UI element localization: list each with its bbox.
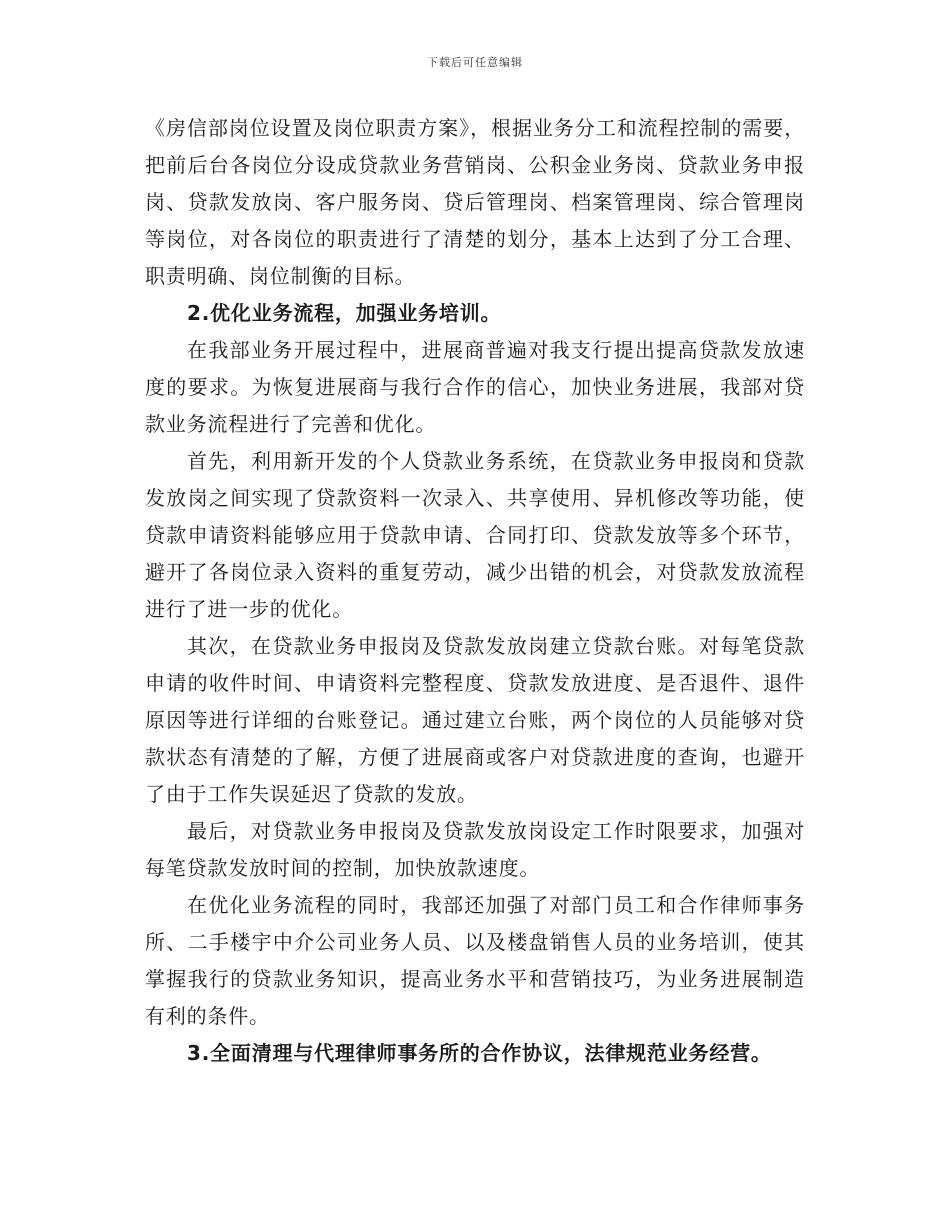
paragraph-training: 在优化业务流程的同时，我部还加强了对部门员工和合作律师事务所、二手楼宇中介公司业务人员、以及楼盘销售人员的业务培训，使其掌握我行的贷款业务知识，提高业务水平和营销技巧，为业务进展制造有利的条件。 (145, 893, 805, 1028)
section-heading-3: 3.全面清理与代理律师事务所的合作协议，法律规范业务经营。 (187, 1041, 772, 1065)
paragraph-process-intro: 在我部业务开展过程中，进展商普遍对我支行提出提高贷款发放速度的要求。为恢复进展商与我行合作的信心，加快业务进展，我部对贷款业务流程进行了完善和优化。 (145, 338, 805, 436)
section-heading-2: 2.优化业务流程，加强业务培训。 (187, 301, 502, 325)
document-body (145, 110, 805, 1072)
paragraph-second: 其次，在贷款业务申报岗及贷款发放岗建立贷款台账。对每笔贷款申请的收件时间、申请资料完整程度、贷款发放进度、是否退件、退件原因等进行详细的台账登记。通过建立台账，两个岗位的人员能够对贷款状态有清楚的了解，方便了进展商或客户对贷款进度的查询，也避开了由于工作失误延迟了贷款的发放。 (145, 634, 805, 806)
paragraph-first: 首先，利用新开发的个人贷款业务系统，在贷款业务申报岗和贷款发放岗之间实现了贷款资料一次录入、共享使用、异机修改等功能，使贷款申请资料能够应用于贷款申请、合同打印、贷款发放等多个环节，避开了各岗位录入资料的重复劳动，减少出错的机会，对贷款发放流程进行了进一步的优化。 (145, 449, 805, 621)
page-header: 下载后可任意编辑 (427, 56, 523, 69)
paragraph-finally: 最后，对贷款业务申报岗及贷款发放岗设定工作时限要求，加强对每笔贷款发放时间的控制，加快放款速度。 (145, 819, 805, 880)
paragraph-role-plan: 《房信部岗位设置及岗位职责方案》，根据业务分工和流程控制的需要，把前后台各岗位分设成贷款业务营销岗、公积金业务岗、贷款业务申报岗、贷款发放岗、客户服务岗、贷后管理岗、档案管理岗、综合管理岗等岗位，对各岗位的职责进行了清楚的划分，基本上达到了分工合理、职责明确、岗位制衡的目标。 (145, 116, 805, 288)
